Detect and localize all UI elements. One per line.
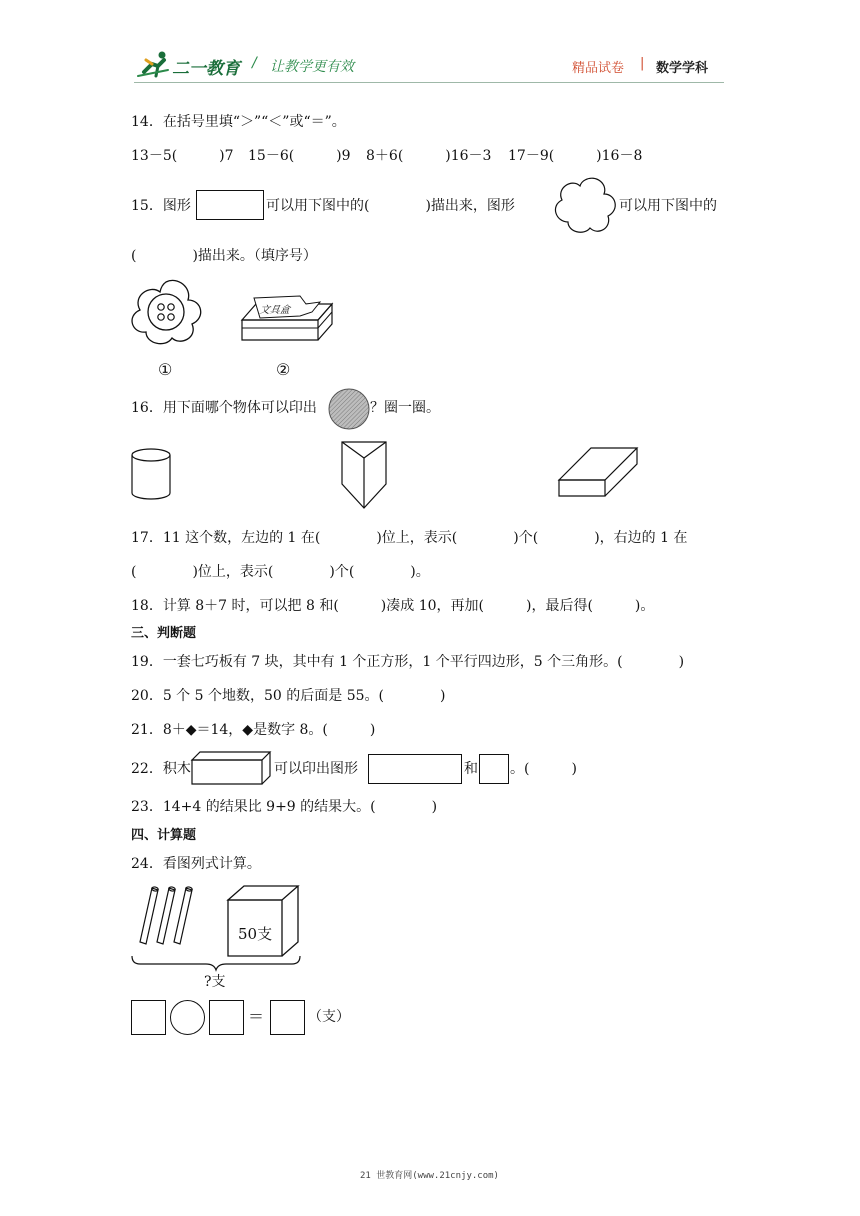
option-label-1: ① [158,360,173,379]
cuboid-icon[interactable] [557,446,639,498]
total-brace [130,954,302,972]
question-label: ?支 [204,974,226,990]
header-slogan: 让教学更有效 [270,59,354,75]
q21-text: 21．8＋◆＝14，◆是数字 8。( ) [131,722,376,738]
q19-text: 19．一套七巧板有 7 块，其中有 1 个正方形，1 个平行四边形，5 个三角形。( ) [131,654,685,670]
q15-part2: 可以用下图中的( )描出来，图形 [266,198,515,214]
header-label-subject: 数学学科 [656,61,709,76]
footer-text: 21 世教育网(www.21cnjy.com) [360,1171,499,1181]
section-4-title: 四、计算题 [131,828,197,843]
q22-part3: 和 [464,761,478,777]
shaded-circle-icon [328,388,370,430]
section-3-title: 三、判断题 [131,626,197,641]
square-figure [479,754,509,784]
block-cuboid-icon [190,750,272,786]
q14-item-4: 17－9( )16－8 [508,148,643,164]
pencils-icon [138,882,200,954]
pencil-case-cube-icon [226,884,300,958]
option-label-2: ② [276,360,291,379]
q15-line2: ( )描出来。（填序号） [131,248,317,264]
q15-part3: 可以用下图中的 [619,198,717,214]
q22-part2: 可以印出图形 [274,761,358,777]
long-rectangle-figure [368,754,462,784]
q23-text: 23．14+4 的结果比 9+9 的结果大。( ) [131,799,438,815]
q22-part1: 22．积木 [131,761,191,777]
button-flower-icon [128,280,204,346]
q16-part2: ？圈一圈。 [370,400,440,416]
q17-line1: 17．11 这个数，左边的 1 在( )位上，表示( )个( )，右边的 1 在 [131,530,688,546]
slash-divider: / [252,55,257,71]
answer-box-1[interactable] [131,1000,166,1035]
triangular-prism-icon[interactable] [340,440,388,510]
q18-text: 18．计算 8＋7 时，可以把 8 和( )凑成 10，再加( )，最后得( )。 [131,598,655,614]
q14-item-1: 13－5( )7 [131,148,234,164]
q14-prompt: 14．在括号里填“＞”“＜”或“＝”。 [131,114,346,130]
answer-box-2[interactable] [209,1000,244,1035]
header-label-premium: 精品试卷 [572,61,625,76]
q15-part1: 15．图形 [131,198,191,214]
unit-label: （支） [308,1009,350,1025]
pencil-box-label: 文具盒 [258,305,291,316]
q14-item-2: 15－6( )9 [248,148,351,164]
q14-item-3: 8＋6( )16－3 [366,148,492,164]
cylinder-icon[interactable] [130,448,172,500]
operator-circle[interactable] [170,1000,205,1035]
logo-text: 二一教育 [172,59,240,79]
header-separator: | [640,56,645,71]
q16-part1: 16．用下面哪个物体可以印出 [131,400,317,416]
q17-line2: ( )位上，表示( )个( )。 [131,564,430,580]
header-rule [134,82,724,83]
equals-sign: ＝ [248,1007,265,1026]
flower-shape-icon [552,176,618,234]
cube-label: 50支 [238,925,273,943]
rectangle-figure [196,190,264,220]
q20-text: 20．5 个 5 个地数，50 的后面是 55。( ) [131,688,446,704]
q24-prompt: 24．看图列式计算。 [131,856,261,872]
q22-part4: 。( ) [510,761,577,777]
runner-logo-icon [136,50,172,78]
answer-box-result[interactable] [270,1000,305,1035]
